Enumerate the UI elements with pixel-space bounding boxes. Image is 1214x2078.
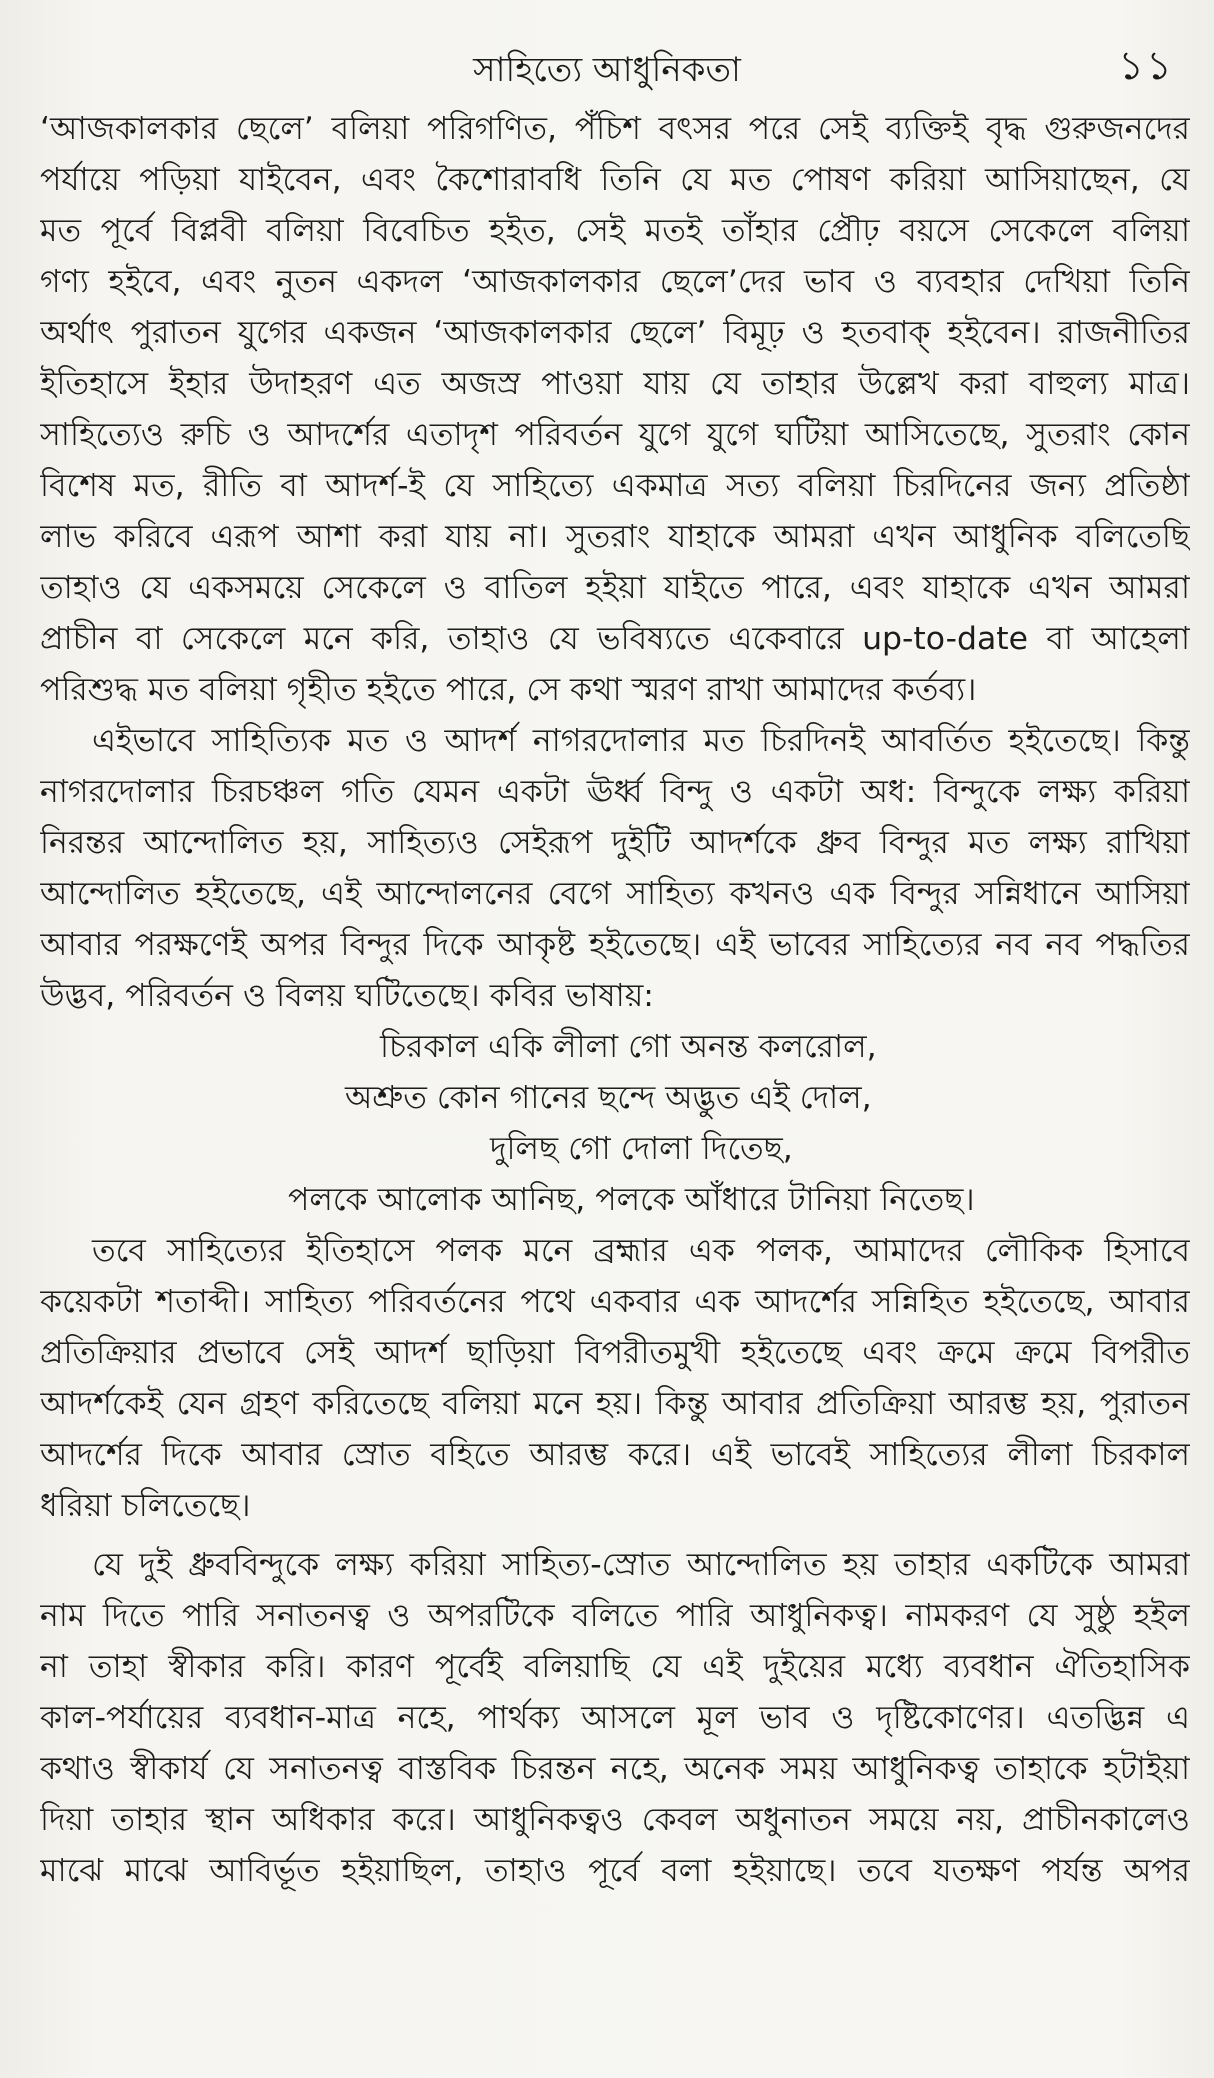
text-line: পর্যায়ে পড়িয়া যাইবেন, এবং কৈশোরাবধি তিনি যে মত পোষণ করিয়া আসিয়াছেন, যে: [40, 162, 1190, 198]
text-line: কাল-পর্যায়ের ব্যবধান-মাত্র নহে, পার্থক্য আসলে মূল ভাব ও দৃষ্টিকোণের। এতদ্ভিন্ন এ: [40, 1700, 1190, 1736]
text-line: তাহাও যে একসময়ে সেকেলে ও বাতিল হইয়া যাইতে পারে, এবং যাহাকে এখন আমরা: [40, 570, 1190, 606]
text-line: মাঝে মাঝে আবির্ভূত হইয়াছিল, তাহাও পূর্বে বলা হইয়াছে। তবে যতক্ষণ পর্যন্ত অপর: [40, 1853, 1190, 1889]
verse-line: পলকে আলোক আনিছ, পলকে আঁধারে টানিয়া নিতেছ।: [288, 1182, 975, 1218]
text-line: বিশেষ মত, রীতি বা আদর্শ-ই যে সাহিত্যে একমাত্র সত্য বলিয়া চিরদিনের জন্য প্রতিষ্ঠা: [40, 468, 1190, 504]
text-line: যে দুই ধ্রুববিন্দুকে লক্ষ্য করিয়া সাহিত্য-স্রোত আন্দোলিত হয় তাহার একটিকে আমরা: [92, 1547, 1190, 1583]
verse-line: দুলিছ গো দোলা দিতেছ,: [490, 1131, 793, 1167]
text-line: দিয়া তাহার স্থান অধিকার করে। আধুনিকত্বও কেবল অধুনাতন সময়ে নয়, প্রাচীনকালেও: [40, 1802, 1190, 1838]
text-line: এইভাবে সাহিত্যিক মত ও আদর্শ নাগরদোলার মত চিরদিনই আবর্তিত হইতেছে। কিন্তু: [92, 723, 1190, 759]
text-line: কথাও স্বীকার্য যে সনাতনত্ব বাস্তবিক চিরন্তন নহে, অনেক সময় আধুনিকত্ব তাহাকে হটাইয়া: [40, 1751, 1190, 1787]
text-line: না তাহা স্বীকার করি। কারণ পূর্বেই বলিয়াছি যে এই দুইয়ের মধ্যে ব্যবধান ঐতিহাসিক: [40, 1649, 1190, 1685]
verse-line: অশ্রুত কোন গানের ছন্দে অদ্ভুত এই দোল,: [345, 1080, 872, 1116]
text-line: আন্দোলিত হইতেছে, এই আন্দোলনের বেগে সাহিত্য কখনও এক বিন্দুর সন্নিধানে আসিয়া: [40, 876, 1190, 912]
text-line: নাম দিতে পারি সনাতনত্ব ও অপরটিকে বলিতে পারি আধুনিকত্ব। নামকরণ যে সুষ্ঠু হইল: [40, 1598, 1190, 1634]
paragraph: [40, 104, 1190, 716]
verse-line: চিরকাল একি লীলা গো অনন্ত কলরোল,: [380, 1029, 877, 1065]
page-number: ১১: [1118, 43, 1174, 89]
text-line: নাগরদোলার চিরচঞ্চল গতি যেমন একটা ঊর্ধ্ব বিন্দু ও একটা অধ: বিন্দুকে লক্ষ্য করিয়া: [40, 774, 1190, 810]
text-line: গণ্য হইবে, এবং নুতন একদল ‘আজকালকার ছেলে’দের ভাব ও ব্যবহার দেখিয়া তিনি: [40, 264, 1190, 300]
text-line: পরিশুদ্ধ মত বলিয়া গৃহীত হইতে পারে, সে কথা স্মরণ রাখা আমাদের কর্তব্য।: [40, 672, 977, 708]
text-line: নিরন্তর আন্দোলিত হয়, সাহিত্যও সেইরূপ দুইটি আদর্শকে ধ্রুব বিন্দুর মত লক্ষ্য রাখিয়া: [40, 825, 1190, 861]
text-line: আদর্শকেই যেন গ্রহণ করিতেছে বলিয়া মনে হয়। কিন্তু আবার প্রতিক্রিয়া আরম্ভ হয়, পুরাতন: [40, 1386, 1190, 1422]
paragraph: [40, 1540, 1190, 1897]
text-line: ‘আজকালকার ছেলে’ বলিয়া পরিগণিত, পঁচিশ বৎসর পরে সেই ব্যক্তিই বৃদ্ধ গুরুজনদের: [40, 111, 1190, 147]
text-line: লাভ করিবে এরূপ আশা করা যায় না। সুতরাং যাহাকে আমরা এখন আধুনিক বলিতেছি: [40, 519, 1190, 555]
text-line: প্রতিক্রিয়ার প্রভাবে সেই আদর্শ ছাড়িয়া বিপরীতমুখী হইতেছে এবং ক্রমে ক্রমে বিপরীত: [40, 1335, 1190, 1371]
paragraph: [40, 1226, 1190, 1532]
text-line: তবে সাহিত্যের ইতিহাসে পলক মনে ব্রহ্মার এক পলক, আমাদের লৌকিক হিসাবে: [92, 1233, 1190, 1269]
text-line: অর্থাৎ পুরাতন যুগের একজন ‘আজকালকার ছেলে’ বিমূঢ় ও হতবাক্ হইবেন। রাজনীতির: [40, 315, 1190, 351]
paragraph: [40, 716, 1190, 1022]
body-text: [40, 104, 1190, 1897]
text-line: প্রাচীন বা সেকেলে মনে করি, তাহাও যে ভবিষ্যতে একেবারে up-to-date বা আহেলা: [40, 621, 1190, 657]
paragraph-gap: [40, 1532, 1190, 1540]
text-line: আবার পরক্ষণেই অপর বিন্দুর দিকে আকৃষ্ট হইতেছে। এই ভাবের সাহিত্যের নব নব পদ্ধতির: [40, 927, 1190, 963]
text-line: আদর্শের দিকে আবার স্রোত বহিতে আরম্ভ করে। এই ভাবেই সাহিত্যের লীলা চিরকাল: [40, 1437, 1190, 1473]
page-header: [0, 44, 1214, 94]
text-line: উদ্ভব, পরিবর্তন ও বিলয় ঘটিতেছে। কবির ভাষায়:: [40, 978, 654, 1014]
text-line: মত পূর্বে বিপ্লবী বলিয়া বিবেচিত হইত, সেই মতই তাঁহার প্রৌঢ় বয়সে সেকেলে বলিয়া: [40, 213, 1190, 249]
verse-quote: [40, 1022, 1190, 1226]
running-title: সাহিত্যে আধুনিকতা: [473, 50, 741, 90]
text-line: কয়েকটা শতাব্দী। সাহিত্য পরিবর্তনের পথে একবার এক আদর্শের সন্নিহিত হইতেছে, আবার: [40, 1284, 1190, 1320]
text-line: সাহিত্যেও রুচি ও আদর্শের এতাদৃশ পরিবর্তন যুগে যুগে ঘটিয়া আসিতেছে, সুতরাং কোন: [40, 417, 1190, 453]
text-line: ধরিয়া চলিতেছে।: [40, 1488, 251, 1524]
text-line: ইতিহাসে ইহার উদাহরণ এত অজস্র পাওয়া যায় যে তাহার উল্লেখ করা বাহুল্য মাত্র।: [40, 366, 1190, 402]
